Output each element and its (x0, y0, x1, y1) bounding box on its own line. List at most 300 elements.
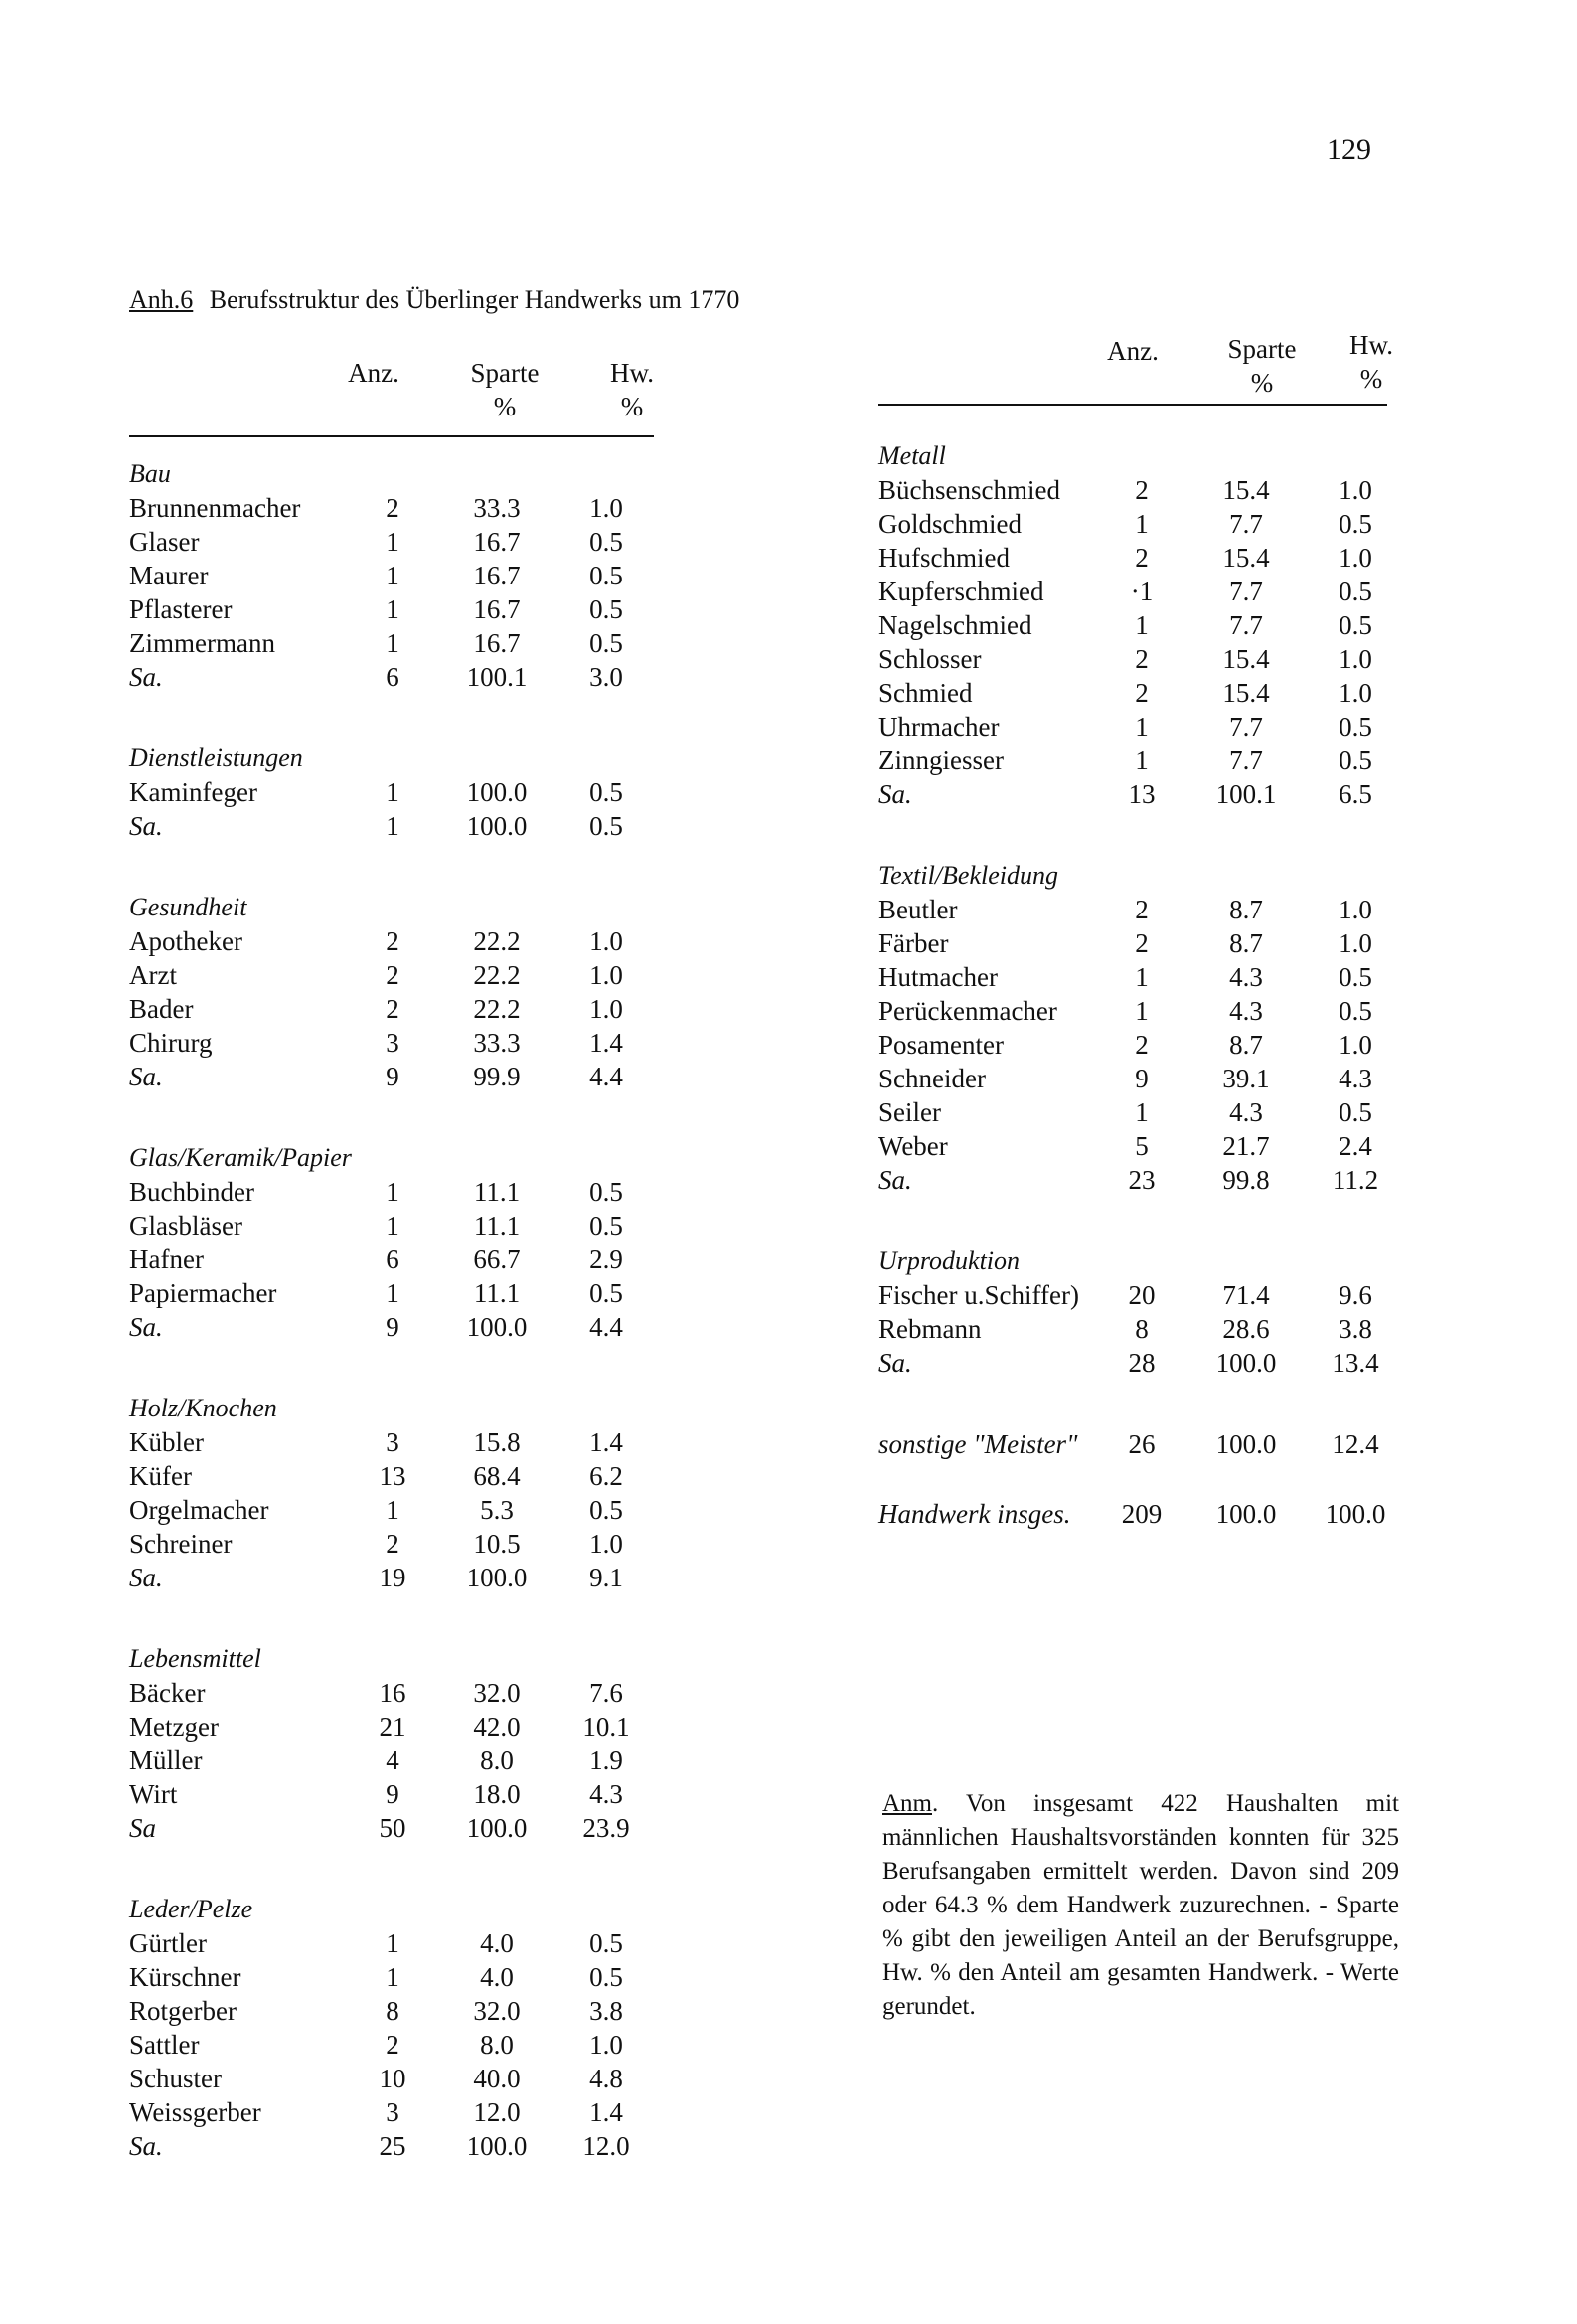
anz-value: 1 (1135, 1097, 1149, 1127)
group-title: Glas/Keramik/Papier (129, 1143, 352, 1172)
sparte-value: 16.7 (473, 527, 521, 557)
occupation-name: Metzger (129, 1712, 219, 1742)
sparte-value: 7.7 (1229, 509, 1263, 539)
hw-value: 0.5 (589, 811, 623, 841)
appendix-label: Anh.6 (129, 285, 194, 314)
anz-value: 26 (1128, 1429, 1156, 1459)
hw-value: 6.5 (1339, 779, 1372, 809)
sparte-value: 22.2 (473, 926, 521, 956)
occupation-name: Sa. (129, 1062, 163, 1091)
group-title: Gesundheit (129, 893, 247, 921)
hw-value: 1.0 (589, 2030, 623, 2060)
sparte-value: 32.0 (473, 1678, 521, 1708)
sparte-value: 42.0 (473, 1712, 521, 1742)
anz-value: 1 (386, 527, 399, 557)
anz-value: 25 (379, 2131, 406, 2161)
occupation-name: sonstige "Meister" (878, 1429, 1078, 1459)
occupation-name: Rebmann (878, 1314, 982, 1344)
sparte-value: 4.0 (480, 1962, 514, 1992)
hw-value: 0.5 (1339, 610, 1372, 640)
anz-value: 2 (386, 926, 399, 956)
occupation-name: Sa. (129, 1563, 163, 1592)
sparte-value: 100.0 (466, 1563, 528, 1592)
sparte-value: 22.2 (473, 994, 521, 1024)
sparte-value: 33.3 (473, 493, 521, 523)
anz-value: 1 (1135, 746, 1149, 775)
sparte-value: 71.4 (1222, 1280, 1270, 1310)
occupation-name: Hutmacher (878, 962, 998, 992)
occupation-name: Handwerk insges. (878, 1499, 1071, 1529)
page-number: 129 (1327, 133, 1371, 166)
table-row (878, 1129, 1435, 1163)
table-row (878, 1062, 1435, 1095)
table-row (878, 994, 1435, 1028)
table-row (129, 1209, 686, 1243)
sparte-value: 8.0 (480, 1745, 514, 1775)
anz-value: 4 (386, 1745, 399, 1775)
occupation-name: Arzt (129, 960, 177, 990)
footnote (882, 1787, 1399, 2024)
sparte-value: 22.2 (473, 960, 521, 990)
sparte-value: 99.8 (1222, 1165, 1270, 1195)
table-row (129, 626, 686, 660)
table-row (129, 1459, 686, 1493)
hw-value: 4.3 (1339, 1064, 1372, 1093)
sparte-value: 18.0 (473, 1779, 521, 1809)
group-leder-pelze (129, 1893, 686, 2163)
occupation-name: Kupferschmied (878, 577, 1044, 606)
occupation-name: Beutler (878, 895, 958, 924)
table-row (878, 1278, 1435, 1312)
table-row (129, 1026, 686, 1060)
hw-value: 1.0 (1339, 678, 1372, 708)
sparte-value: 10.5 (473, 1529, 521, 1559)
group-textil-bekleidung (878, 859, 1435, 1197)
sparte-value: 100.1 (1215, 779, 1277, 809)
header-sparte-left (445, 356, 564, 423)
anz-value: 2 (386, 960, 399, 990)
table-row (878, 1028, 1435, 1062)
sparte-value: 33.3 (473, 1028, 521, 1058)
sparte-value: 7.7 (1229, 712, 1263, 742)
hw-value: 3.8 (1339, 1314, 1372, 1344)
sparte-value: 8.0 (480, 2030, 514, 2060)
hw-value: 0.5 (589, 777, 623, 807)
occupation-name: Sa. (129, 662, 163, 692)
hw-value: 0.5 (589, 628, 623, 658)
occupation-name: Sattler (129, 2030, 200, 2060)
anz-value: 1 (1135, 962, 1149, 992)
group-title: Textil/Bekleidung (878, 861, 1058, 890)
hw-value: 0.5 (589, 1211, 623, 1241)
occupation-name: Schmied (878, 678, 973, 708)
hw-value: 1.4 (589, 2097, 623, 2127)
sparte-value: 7.7 (1229, 610, 1263, 640)
anz-value: 1 (1135, 610, 1149, 640)
table-row (129, 491, 686, 525)
occupation-name: Gürtler (129, 1928, 207, 1958)
header-hw-label: Hw. (610, 358, 654, 388)
hw-value: 0.5 (1339, 962, 1372, 992)
occupation-name: Papiermacher (129, 1278, 277, 1308)
hw-value: 4.3 (589, 1779, 623, 1809)
hw-value: 0.5 (1339, 746, 1372, 775)
sparte-value: 100.1 (466, 662, 528, 692)
occupation-name: Kübler (129, 1427, 204, 1457)
sparte-value: 4.3 (1229, 996, 1263, 1026)
anz-value: 2 (1135, 644, 1149, 674)
occupation-name: Färber (878, 928, 949, 958)
occupation-name: Uhrmacher (878, 712, 1000, 742)
sum-row (129, 2129, 686, 2163)
hw-value: 1.0 (1339, 895, 1372, 924)
sparte-value: 8.7 (1229, 928, 1263, 958)
anz-value: 28 (1128, 1348, 1156, 1378)
sparte-value: 100.0 (1215, 1348, 1277, 1378)
left-table-column (129, 457, 686, 2211)
occupation-name: Sa. (129, 2131, 163, 2161)
occupation-name: Nagelschmied (878, 610, 1032, 640)
header-anz-right: Anz. (1107, 336, 1159, 366)
table-row (129, 1777, 686, 1811)
anz-value: 1 (386, 1962, 399, 1992)
sparte-value: 15.4 (1222, 543, 1270, 573)
occupation-name: Buchbinder (129, 1177, 254, 1207)
sparte-value: 100.0 (1215, 1499, 1277, 1529)
anz-value: 2 (386, 2030, 399, 2060)
sparte-value: 7.7 (1229, 577, 1263, 606)
table-row (129, 1243, 686, 1276)
occupation-name: Kürschner (129, 1962, 241, 1992)
table-row (878, 642, 1435, 676)
sum-row (129, 1060, 686, 1093)
sparte-value: 28.6 (1222, 1314, 1270, 1344)
header-rule-right (878, 404, 1387, 406)
hw-value: 1.0 (1339, 644, 1372, 674)
table-row (129, 559, 686, 592)
anz-value: 2 (1135, 1030, 1149, 1060)
table-row (129, 2095, 686, 2129)
anz-value: 2 (1135, 895, 1149, 924)
anz-value: 1 (386, 1177, 399, 1207)
anz-value: 50 (379, 1813, 406, 1843)
occupation-name: Sa. (878, 779, 912, 809)
sparte-value: 32.0 (473, 1996, 521, 2026)
sparte-value: 100.0 (466, 1813, 528, 1843)
table-row (129, 2062, 686, 2095)
table-row (129, 1493, 686, 1527)
hw-value: 0.5 (589, 1177, 623, 1207)
occupation-name: Posamenter (878, 1030, 1004, 1060)
sparte-value: 4.0 (480, 1928, 514, 1958)
occupation-name: Seiler (878, 1097, 941, 1127)
anz-value: 5 (1135, 1131, 1149, 1161)
sparte-value: 99.9 (473, 1062, 521, 1091)
other-masters-row (878, 1427, 1435, 1461)
hw-value: 23.9 (582, 1813, 630, 1843)
sparte-value: 100.0 (466, 2131, 528, 2161)
sparte-value: 12.0 (473, 2097, 521, 2127)
hw-value: 11.2 (1332, 1165, 1379, 1195)
sparte-value: 100.0 (466, 811, 528, 841)
sparte-value: 16.7 (473, 594, 521, 624)
group-title: Bau (129, 459, 171, 488)
table-row (129, 1926, 686, 1960)
header-hw-right (1332, 328, 1411, 396)
header-anz-left: Anz. (348, 358, 399, 388)
occupation-name: Küfer (129, 1461, 192, 1491)
occupation-name: Hafner (129, 1245, 204, 1274)
hw-value: 0.5 (589, 527, 623, 557)
anz-value: 13 (1128, 779, 1156, 809)
group-metall (878, 439, 1435, 811)
anz-value: 9 (386, 1779, 399, 1809)
hw-value: 2.4 (1339, 1131, 1372, 1161)
sparte-value: 7.7 (1229, 746, 1263, 775)
hw-value: 0.5 (589, 1495, 623, 1525)
hw-value: 10.1 (582, 1712, 630, 1742)
group-glas-keramik-papier (129, 1141, 686, 1344)
anz-value: 1 (1135, 509, 1149, 539)
group-dienstleistungen (129, 742, 686, 843)
sparte-value: 21.7 (1222, 1131, 1270, 1161)
sum-row (878, 1163, 1435, 1197)
occupation-name: Maurer (129, 561, 209, 590)
anz-value: 2 (1135, 678, 1149, 708)
table-row (129, 1743, 686, 1777)
hw-value: 0.5 (589, 1928, 623, 1958)
hw-value: 0.5 (1339, 577, 1372, 606)
sparte-value: 100.0 (466, 1312, 528, 1342)
table-row (129, 525, 686, 559)
anz-value: 1 (1135, 996, 1149, 1026)
sum-row (129, 1811, 686, 1845)
sparte-value: 66.7 (473, 1245, 521, 1274)
anz-value: 9 (1135, 1064, 1149, 1093)
group-holz-knochen (129, 1392, 686, 1594)
anz-value: 1 (1135, 712, 1149, 742)
sparte-value: 16.7 (473, 561, 521, 590)
anz-value: 1 (386, 1278, 399, 1308)
table-row (878, 608, 1435, 642)
table-row (878, 710, 1435, 744)
right-table-column (878, 439, 1435, 1567)
sparte-value: 11.1 (473, 1211, 521, 1241)
sum-row (129, 809, 686, 843)
table-row (878, 473, 1435, 507)
occupation-name: Perückenmacher (878, 996, 1057, 1026)
sparte-value: 15.8 (473, 1427, 521, 1457)
hw-value: 0.5 (589, 1278, 623, 1308)
hw-value: 1.4 (589, 1028, 623, 1058)
anz-value: 1 (386, 594, 399, 624)
hw-value: 1.0 (589, 493, 623, 523)
table-row (129, 775, 686, 809)
hw-value: 0.5 (1339, 712, 1372, 742)
occupation-name: Schuster (129, 2064, 222, 2093)
hw-value: 4.4 (589, 1062, 623, 1091)
anz-value: 9 (386, 1062, 399, 1091)
hw-value: 0.5 (589, 594, 623, 624)
hw-value: 9.6 (1339, 1280, 1372, 1310)
anz-value: 2 (1135, 475, 1149, 505)
anz-value: 1 (386, 628, 399, 658)
sum-row (129, 1561, 686, 1594)
table-row (878, 893, 1435, 926)
table-row (878, 926, 1435, 960)
hw-value: 9.1 (589, 1563, 623, 1592)
anz-value: 1 (386, 1495, 399, 1525)
hw-value: 100.0 (1325, 1499, 1386, 1529)
table-row (878, 575, 1435, 608)
hw-value: 1.9 (589, 1745, 623, 1775)
occupation-name: Sa. (878, 1348, 912, 1378)
table-title: Berufsstruktur des Überlinger Handwerks um 1770 (209, 285, 740, 314)
occupation-name: Zinngiesser (878, 746, 1004, 775)
table-row (129, 992, 686, 1026)
sum-row (129, 1310, 686, 1344)
anz-value: 23 (1128, 1165, 1156, 1195)
group-title: Lebensmittel (129, 1644, 261, 1673)
hw-value: 1.0 (1339, 1030, 1372, 1060)
occupation-name: Sa. (129, 1312, 163, 1342)
anz-value: 1 (386, 777, 399, 807)
table-row (129, 1676, 686, 1710)
table-row (878, 744, 1435, 777)
footnote-text: . Von insgesamt 422 Haushalten mit männlichen Haushaltsvorständen konnten für 325 Berufsangaben ermittelt werden. Davon sind 209 oder 64.3 % dem Handwerk zuzurechnen. - Sparte % gibt den jeweiligen Anteil an der Berufsgruppe, Hw. % den Anteil am gesamten Handwerk. - Werte gerundet. (882, 1790, 1399, 2020)
hw-value: 1.0 (589, 994, 623, 1024)
sparte-value: 39.1 (1222, 1064, 1270, 1093)
group-title: Dienstleistungen (129, 744, 303, 772)
occupation-name: Rotgerber (129, 1996, 237, 2026)
occupation-name: Schneider (878, 1064, 986, 1093)
header-sparte-unit: % (493, 392, 517, 421)
anz-value: 2 (386, 493, 399, 523)
sparte-value: 100.0 (466, 777, 528, 807)
group-gesundheit (129, 891, 686, 1093)
occupation-name: Büchsenschmied (878, 475, 1060, 505)
hw-value: 0.5 (1339, 509, 1372, 539)
sparte-value: 15.4 (1222, 644, 1270, 674)
group-title: Metall (878, 441, 946, 470)
anz-value: 2 (386, 994, 399, 1024)
group-title: Urproduktion (878, 1246, 1021, 1275)
occupation-name: Sa. (878, 1165, 912, 1195)
occupation-name: Schlosser (878, 644, 982, 674)
table-row (129, 1175, 686, 1209)
occupation-name: Pflasterer (129, 594, 233, 624)
anz-value: 3 (386, 2097, 399, 2127)
sparte-value: 68.4 (473, 1461, 521, 1491)
header-hw-left (592, 356, 672, 423)
sparte-value: 11.1 (473, 1278, 521, 1308)
anz-value: 3 (386, 1028, 399, 1058)
hw-value: 1.0 (1339, 928, 1372, 958)
anz-value: 1 (386, 1928, 399, 1958)
occupation-name: Fischer u.Schiffer) (878, 1280, 1079, 1310)
anz-value: 3 (386, 1427, 399, 1457)
occupation-name: Schreiner (129, 1529, 233, 1559)
hw-value: 12.4 (1332, 1429, 1379, 1459)
occupation-name: Weissgerber (129, 2097, 261, 2127)
sparte-value: 8.7 (1229, 895, 1263, 924)
occupation-name: Goldschmied (878, 509, 1022, 539)
group-lebensmittel (129, 1642, 686, 1845)
header-sparte-right (1202, 332, 1322, 400)
hw-value: 7.6 (589, 1678, 623, 1708)
sparte-value: 100.0 (1215, 1429, 1277, 1459)
table-row (129, 1276, 686, 1310)
hw-value: 0.5 (589, 1962, 623, 1992)
hw-value: 1.0 (1339, 543, 1372, 573)
anz-value: ·1 (1130, 577, 1154, 606)
occupation-name: Chirurg (129, 1028, 213, 1058)
footnote-label: Anm (882, 1790, 932, 1817)
sparte-value: 5.3 (480, 1495, 514, 1525)
occupation-name: Bader (129, 994, 194, 1024)
table-row (129, 1960, 686, 1994)
occupation-name: Müller (129, 1745, 203, 1775)
occupation-name: Hufschmied (878, 543, 1010, 573)
craft-total-row (878, 1497, 1435, 1531)
anz-value: 19 (379, 1563, 406, 1592)
occupation-name: Weber (878, 1131, 948, 1161)
sum-row (129, 660, 686, 694)
table-row (129, 1710, 686, 1743)
occupation-name: Brunnenmacher (129, 493, 301, 523)
anz-value: 2 (1135, 543, 1149, 573)
group-title: Leder/Pelze (129, 1895, 253, 1923)
anz-value: 21 (379, 1712, 406, 1742)
anz-value: 1 (386, 1211, 399, 1241)
hw-value: 0.5 (1339, 996, 1372, 1026)
occupation-name: Orgelmacher (129, 1495, 269, 1525)
table-row (878, 676, 1435, 710)
group-title: Holz/Knochen (129, 1394, 277, 1422)
header-rule-left (129, 435, 654, 437)
sparte-value: 40.0 (473, 2064, 521, 2093)
table-row (129, 1527, 686, 1561)
anz-value: 8 (1135, 1314, 1149, 1344)
sparte-value: 4.3 (1229, 1097, 1263, 1127)
hw-value: 6.2 (589, 1461, 623, 1491)
anz-value: 1 (386, 561, 399, 590)
table-row (878, 541, 1435, 575)
occupation-name: Bäcker (129, 1678, 206, 1708)
occupation-name: Sa. (129, 811, 163, 841)
anz-value: 20 (1128, 1280, 1156, 1310)
occupation-name: Glaser (129, 527, 200, 557)
table-row (878, 507, 1435, 541)
hw-value: 0.5 (1339, 1097, 1372, 1127)
table-caption (129, 285, 739, 315)
anz-value: 13 (379, 1461, 406, 1491)
occupation-name: Wirt (129, 1779, 178, 1809)
hw-value: 12.0 (582, 2131, 630, 2161)
header-hw-unit: % (1359, 364, 1383, 394)
sparte-value: 8.7 (1229, 1030, 1263, 1060)
anz-value: 16 (379, 1678, 406, 1708)
sparte-value: 16.7 (473, 628, 521, 658)
table-row (878, 1095, 1435, 1129)
hw-value: 0.5 (589, 561, 623, 590)
sparte-value: 11.1 (473, 1177, 521, 1207)
header-hw-unit: % (620, 392, 644, 421)
anz-value: 2 (386, 1529, 399, 1559)
table-row (129, 958, 686, 992)
anz-value: 10 (379, 2064, 406, 2093)
occupation-name: Apotheker (129, 926, 242, 956)
